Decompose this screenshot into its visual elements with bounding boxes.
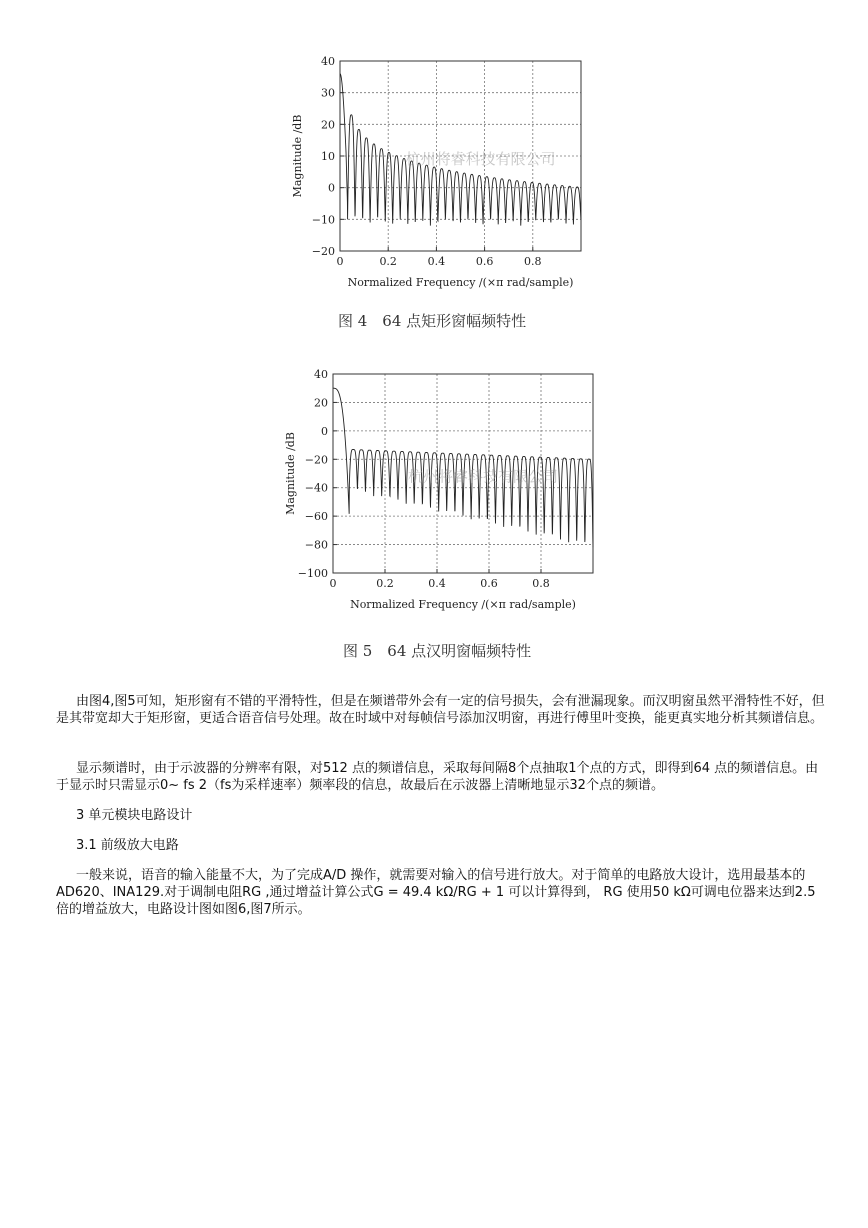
y-tick-label: −60 (304, 510, 328, 524)
section-heading-3: 3 单元模块电路设计 (76, 808, 193, 823)
y-tick-label: −20 (304, 453, 328, 467)
x-tick-label: 0.4 (428, 577, 446, 590)
y-tick-label: 40 (321, 55, 335, 68)
x-tick-label: 0.6 (480, 577, 498, 590)
y-tick-label: 20 (314, 396, 328, 410)
x-tick-label: 0.2 (379, 255, 397, 268)
figure-5-caption: 图 5 64 点汉明窗幅频特性 (343, 642, 532, 660)
x-axis-label: Normalized Frequency /(×π rad/sample) (347, 276, 574, 289)
y-tick-label: 20 (321, 118, 335, 132)
watermark-text: 杭州将睿科技有限公司 (407, 467, 559, 486)
paragraph-spectrum-display: 显示频谱时，由于示波器的分辨率有限，对512 点的频谱信息，采取每间隔8个点抽取1个点的方式，即得到64 点的频谱信息。由于显示时只需显示0~ fs 2（fs为采样速率）频率段的信息，故最后在示波器上清晰地显示32个点的频谱。 (56, 761, 819, 793)
x-axis-label: Normalized Frequency /(×π rad/sample) (350, 598, 576, 611)
x-tick-label: 0.8 (524, 255, 542, 268)
y-tick-label: 0 (321, 424, 328, 438)
x-tick-label: 0 (336, 255, 344, 268)
y-axis-label: Magnitude /dB (291, 114, 304, 198)
x-tick-label: 0.2 (376, 577, 394, 590)
watermark-text: 杭州将睿科技有限公司 (405, 150, 556, 168)
paragraph-preamplifier: 一般来说，语音的输入能量不大，为了完成A/D 操作，就需要对输入的信号进行放大。对于简单的电路放大设计，选用最基本的AD620、INA129.对于调制电阻RG ,通过增益计算公式G = 49.4 kΩ/RG + 1 可以计算得到， RG 使用50 kΩ可调电位器来达到2.5 倍的增益放大，电路设计图如图6,图7所示。 (56, 868, 816, 917)
y-tick-label: −80 (304, 538, 328, 552)
y-tick-label: −100 (297, 567, 328, 580)
y-tick-label: 30 (321, 86, 335, 100)
y-tick-label: 0 (328, 181, 335, 195)
paragraph-window-comparison: 由图4,图5可知，矩形窗有不错的平滑特性，但是在频谱带外会有一定的信号损失，会有泄漏现象。而汉明窗虽然平滑特性不好，但是其带宽却大于矩形窗，更适合语音信号处理。故在时域中对每帧信号添加汉明窗，再进行傅里叶变换，能更真实地分析其频谱信息。 (56, 694, 825, 726)
section-heading-3-1: 3.1 前级放大电路 (76, 838, 179, 853)
figure-4-caption: 图 4 64 点矩形窗幅频特性 (338, 312, 527, 330)
y-tick-label: 10 (321, 150, 335, 163)
y-tick-label: −20 (311, 245, 335, 258)
x-tick-label: 0.4 (427, 255, 446, 268)
x-tick-label: 0.6 (475, 255, 494, 268)
y-tick-label: 40 (314, 368, 328, 381)
y-tick-label: −10 (311, 213, 335, 227)
x-tick-label: 0.8 (532, 577, 550, 590)
y-tick-label: −40 (304, 481, 328, 495)
y-axis-label: Magnitude /dB (284, 432, 297, 515)
x-tick-label: 0 (329, 577, 337, 590)
